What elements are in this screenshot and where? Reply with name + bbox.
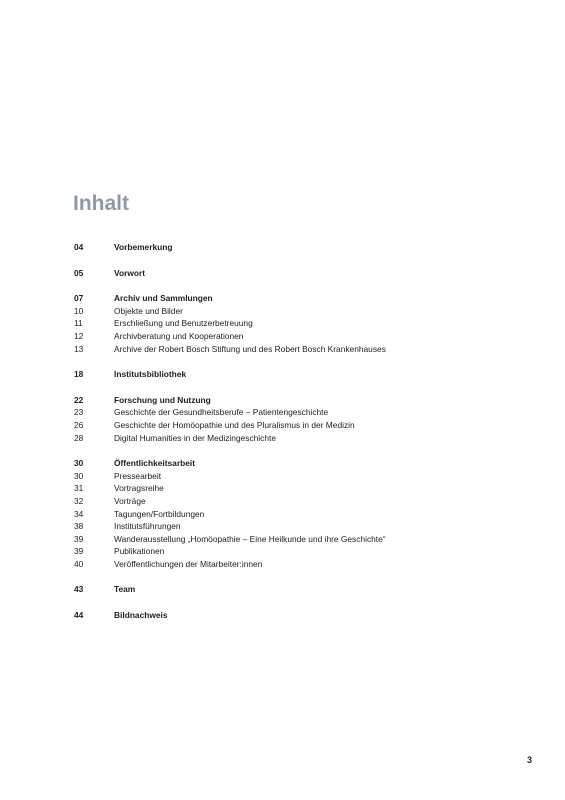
toc-entry[interactable] (74, 305, 544, 318)
toc-entry-label: Geschichte der Homöopathie und des Pluralismus in der Medizin (114, 419, 355, 430)
toc-section-entry[interactable] (74, 267, 544, 280)
toc-page-number: 30 (74, 458, 84, 469)
toc-entry[interactable] (74, 470, 544, 483)
toc-spacer (74, 596, 544, 609)
toc-entry-label: Vorwort (114, 267, 146, 278)
toc-page-number: 28 (74, 432, 84, 443)
toc-entry-label: Tagungen/Fortbildungen (114, 508, 205, 519)
toc-section-entry[interactable] (74, 609, 544, 622)
toc-section-entry[interactable] (74, 292, 544, 305)
toc-entry-label: Bildnachweis (114, 610, 168, 621)
toc-entry-label: Archive der Robert Bosch Stiftung und des Robert Bosch Krankenhauses (114, 343, 386, 354)
toc-page-number: 05 (74, 267, 84, 278)
toc-section-entry[interactable] (74, 583, 544, 596)
toc-entry-label: Veröffentlichungen der Mitarbeiter:innen (114, 558, 263, 569)
toc-page-number: 11 (74, 318, 83, 329)
toc-section-entry[interactable] (74, 368, 544, 381)
toc-entry-label: Erschließung und Benutzerbetreuung (114, 318, 253, 329)
toc-entry-label: Archivberatung und Kooperationen (114, 330, 244, 341)
page-number: 3 (527, 755, 533, 765)
toc-page-number: 07 (74, 293, 84, 304)
toc-page-number: 31 (74, 483, 84, 494)
toc-page-number: 10 (74, 305, 84, 316)
toc-entry[interactable] (74, 558, 544, 571)
toc-entry-label: Pressearbeit (114, 470, 162, 481)
toc-entry-label: Objekte und Bilder (114, 305, 183, 316)
toc-page-number: 18 (74, 369, 84, 380)
toc-entry-label: Publikationen (114, 546, 165, 557)
toc-page-number: 34 (74, 508, 84, 519)
toc-entry[interactable] (74, 406, 544, 419)
toc-entry[interactable] (74, 419, 544, 432)
toc-section-entry[interactable] (74, 241, 544, 254)
page-title: Inhalt (73, 192, 129, 215)
toc-entry-label: Wanderausstellung „Homöopathie – Eine Heilkunde und ihre Geschichte“ (114, 533, 386, 544)
toc-entry[interactable] (74, 432, 544, 445)
toc-entry-label: Forschung und Nutzung (114, 394, 211, 405)
toc-entry[interactable] (74, 343, 544, 356)
toc-entry-label: Vorbemerkung (114, 242, 173, 252)
toc-spacer (74, 381, 544, 394)
toc-page-number: 38 (74, 521, 84, 532)
toc-section-entry[interactable] (74, 457, 544, 470)
toc-entry[interactable] (74, 545, 544, 558)
toc-page-number: 12 (74, 330, 84, 341)
toc-page-number: 39 (74, 533, 84, 544)
toc-spacer (74, 254, 544, 267)
table-of-contents (74, 241, 544, 622)
toc-entry[interactable] (74, 482, 544, 495)
toc-page-number: 23 (74, 407, 84, 418)
toc-entry[interactable] (74, 533, 544, 546)
toc-entry-label: Archiv und Sammlungen (114, 293, 213, 304)
toc-page-number: 22 (74, 394, 84, 405)
toc-spacer (74, 355, 544, 368)
toc-page-number: 04 (74, 242, 84, 252)
toc-entry-label: Digital Humanities in der Medizingeschichte (114, 432, 276, 443)
toc-section-entry[interactable] (74, 394, 544, 407)
toc-entry[interactable] (74, 330, 544, 343)
toc-spacer (74, 570, 544, 583)
toc-entry[interactable] (74, 317, 544, 330)
toc-entry-label: Öffentlichkeitsarbeit (114, 458, 195, 469)
toc-entry-label: Institutsführungen (114, 521, 181, 532)
toc-spacer (74, 279, 544, 292)
toc-page-number: 26 (74, 419, 84, 430)
toc-entry-label: Vortragsreihe (114, 483, 164, 494)
toc-page-number: 40 (74, 558, 84, 569)
toc-entry[interactable] (74, 508, 544, 521)
toc-entry[interactable] (74, 520, 544, 533)
toc-page-number: 39 (74, 546, 84, 557)
toc-page-number: 44 (74, 610, 84, 621)
toc-spacer (74, 444, 544, 457)
toc-entry-label: Institutsbibliothek (114, 369, 187, 380)
toc-page-number: 43 (74, 584, 84, 595)
toc-entry-label: Team (114, 584, 136, 595)
toc-entry-label: Vorträge (114, 495, 146, 506)
toc-entry[interactable] (74, 495, 544, 508)
toc-page-number: 13 (74, 343, 84, 354)
toc-entry-label: Geschichte der Gesundheitsberufe – Patientengeschichte (114, 407, 329, 418)
toc-page-number: 32 (74, 495, 84, 506)
toc-page-number: 30 (74, 470, 84, 481)
